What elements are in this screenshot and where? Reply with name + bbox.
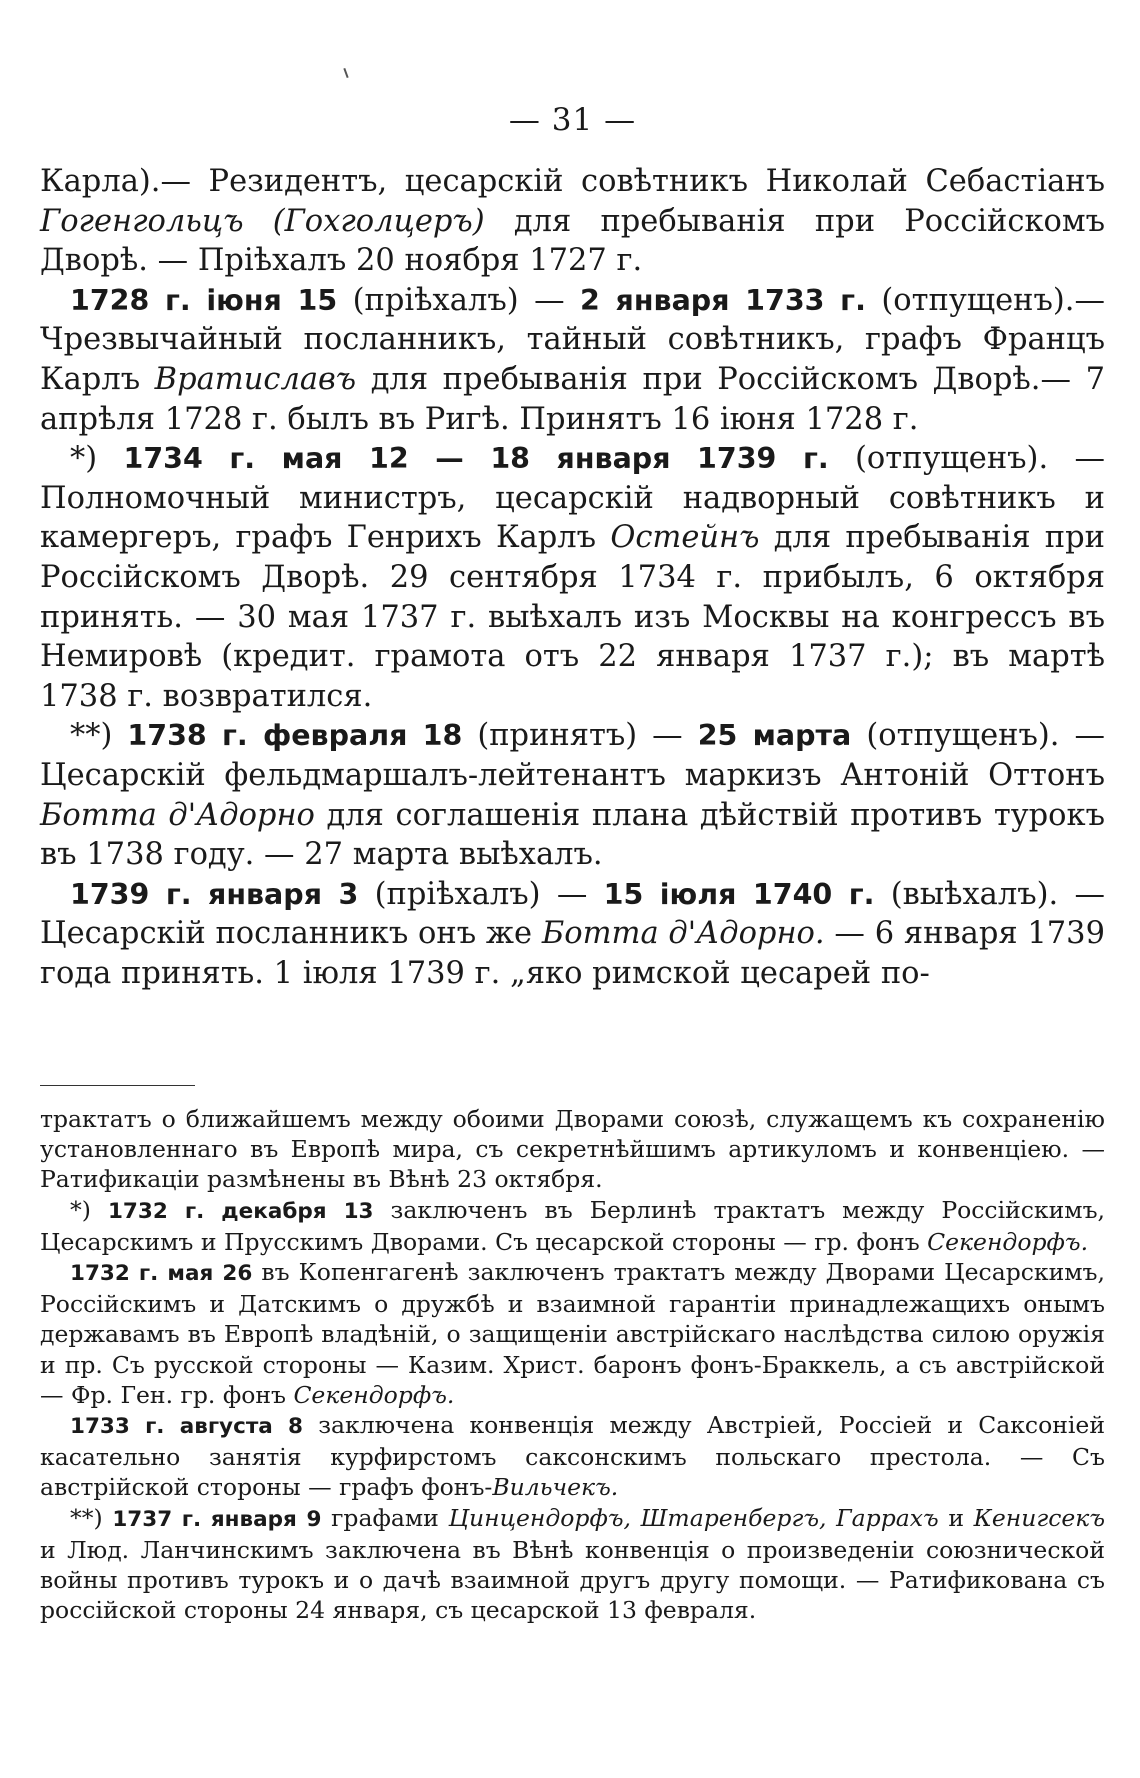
document-page	[40, 0, 1105, 1778]
date-range: 1739 г. января 3	[70, 877, 359, 911]
footnote-3: 1732 г. мая 26 въ Копенгагенѣ заключенъ трактатъ между Дворами Цесарскимъ, Россійскимъ и Датскимъ о дружбѣ и взаимной гарантіи принадлежащихъ онымъ державамъ въ Европѣ владѣній, о защищеніи австрійскаго наслѣдства силою оружія и пр. Съ русской стороны — Казим. Христ. баронъ фонъ-Браккель, а съ австрійской — Фр. Ген. гр. фонъ Секендорфъ.	[40, 1258, 1105, 1409]
date-range: 1733 г. августа 8	[70, 1414, 303, 1440]
person-name: Секендорфъ.	[293, 1380, 455, 1409]
person-name: Остейнъ	[610, 520, 760, 556]
footnote-mark: **)	[70, 718, 128, 754]
person-name: Гогенгольцъ (Гохголцеръ)	[40, 203, 485, 239]
paragraph-2: 1728 г. іюня 15 (пріѣхалъ) — 2 января 1733 г. (отпущенъ).— Чрезвычайный посланникъ, тайный совѣтникъ, графъ Францъ Карлъ Вратиславъ для пребыванія при Россійскомъ Дворѣ.— 7 апрѣля 1728 г. былъ въ Ригѣ. Принятъ 16 іюня 1728 г.	[40, 282, 1105, 437]
person-name: Кенигсекъ	[973, 1503, 1105, 1532]
print-speck	[343, 68, 348, 78]
person-name: Ботта д'Адорно.	[541, 916, 825, 952]
date-range: 25 марта	[697, 719, 852, 753]
paragraph-4: **) 1738 г. февраля 18 (принятъ) — 25 марта (отпущенъ). — Цесарскій фельдмаршалъ-лейтенантъ маркизъ Антоній Оттонъ Ботта д'Адорно для соглашенія плана дѣйствій противъ турокъ въ 1738 году. — 27 марта выѣхалъ.	[40, 718, 1105, 873]
date-range: 15 іюля 1740 г.	[603, 877, 875, 911]
person-name: Вильчекъ.	[492, 1473, 619, 1502]
footnote-mark: *)	[70, 441, 124, 477]
paragraph-3: *) 1734 г. мая 12 — 18 января 1739 г. (отпущенъ). — Полномочный министръ, цесарскій надворный совѣтникъ и камергеръ, графъ Генрихъ Карлъ Остейнъ для пребыванія при Россійскомъ Дворѣ. 29 сентября 1734 г. прибылъ, 6 октября принять. — 30 мая 1737 г. выѣхалъ изъ Москвы на конгрессъ въ Немировѣ (кредит. грамота отъ 22 января 1737 г.); въ мартѣ 1738 г. возвратился.	[40, 441, 1105, 714]
date-range: 1737 г. января 9	[112, 1506, 322, 1532]
person-name: Вратиславъ	[154, 361, 357, 397]
date-range: 1738 г. февраля 18	[127, 719, 463, 753]
person-name: Секендорфъ.	[927, 1227, 1089, 1256]
page-number: — 31 —	[508, 102, 637, 138]
person-name: Ботта д'Адорно	[40, 797, 315, 833]
person-names: Цинцендорфъ, Штаренбергъ, Гаррахъ	[448, 1503, 939, 1532]
paragraph-1: Карла).— Резидентъ, цесарскій совѣтникъ Николай Себастіанъ Гогенгольцъ (Гохголцеръ) для пребыванія при Россійскомъ Дворѣ. — Пріѣхалъ 20 ноября 1727 г.	[40, 164, 1105, 279]
date-range: 1728 г. іюня 15	[70, 283, 338, 317]
footnote-mark: *)	[70, 1195, 108, 1224]
footnote-1: трактатъ о ближайшемъ между обоими Дворами союзѣ, служащемъ къ сохраненію установленнаго въ Европѣ мира, съ секретнѣйшимъ артикуломъ и конвенціею. — Ратификаціи размѣнены въ Вѣнѣ 23 октября.	[40, 1105, 1105, 1194]
date-range: 1734 г. мая 12 — 18 января 1739 г.	[123, 442, 829, 476]
footnote-separator	[40, 1085, 195, 1086]
footnote-2: *) 1732 г. декабря 13 заключенъ въ Берлинѣ трактатъ между Россійскимъ, Цесарскимъ и Прусскимъ Дворами. Съ цесарской стороны — гр. фонъ Секендорфъ.	[40, 1195, 1105, 1256]
footnote-mark: **)	[70, 1503, 113, 1532]
footnote-4: 1733 г. августа 8 заключена конвенція между Австріей, Россіей и Саксоніей касательно занятія курфирстомъ саксонскимъ польскаго престола. — Съ австрійской стороны — графъ фонъ-Вильчекъ.	[40, 1411, 1105, 1502]
paragraph-5: 1739 г. января 3 (пріѣхалъ) — 15 іюля 1740 г. (выѣхалъ). — Цесарскій посланникъ онъ же Ботта д'Адорно. — 6 января 1739 года принять. 1 іюля 1739 г. „яко римской цесарей по-	[40, 876, 1105, 991]
footnotes	[40, 1104, 1105, 1625]
footnote-5: **) 1737 г. января 9 графами Цинцендорфъ, Штаренбергъ, Гаррахъ и Кенигсекъ и Люд. Ланчинскимъ заключена въ Вѣнѣ конвенція о произведеніи союзнической войны противъ турокъ и о дачѣ взаимной другъ другу помощи. — Ратификована съ россійской стороны 24 января, съ цесарской 13 февраля.	[40, 1503, 1105, 1625]
main-text	[40, 162, 1105, 993]
date-range: 2 января 1733 г.	[580, 283, 866, 317]
date-range: 1732 г. декабря 13	[107, 1198, 374, 1224]
date-range: 1732 г. мая 26	[70, 1261, 253, 1287]
